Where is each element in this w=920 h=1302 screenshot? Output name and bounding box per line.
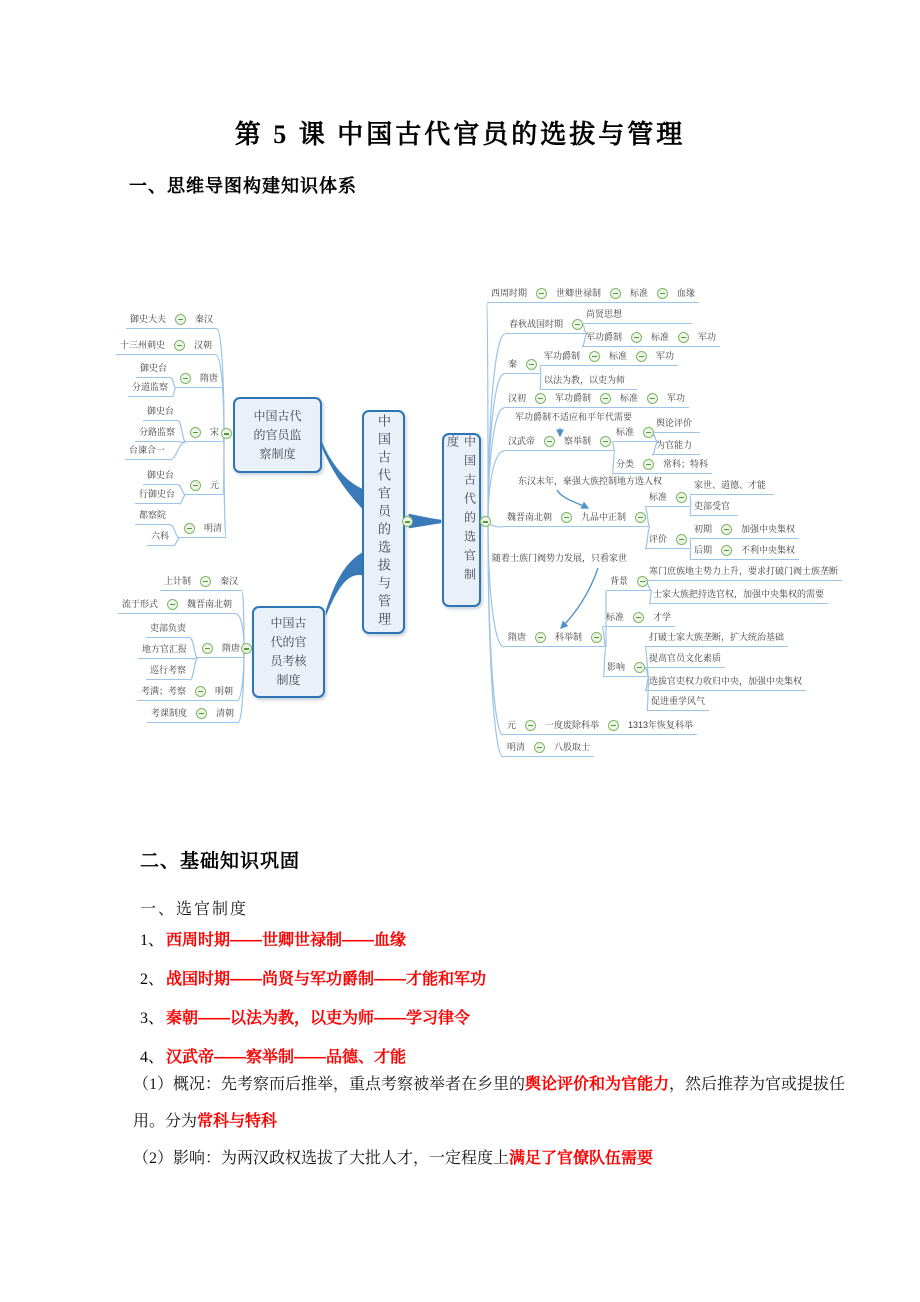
box-label-line: 中国古	[270, 616, 307, 630]
mindmap-row-LT4c	[125, 443, 169, 460]
mindmap-label: 汉初	[508, 393, 527, 403]
branch-wedge-supervision	[320, 438, 362, 508]
mindmap-row-LT3	[176, 371, 222, 388]
mindmap-row-R6b1	[690, 522, 799, 539]
box-selection	[442, 433, 481, 607]
mindmap-label: 八股取士	[554, 742, 591, 752]
mindmap-row-R6n	[514, 474, 666, 490]
mindmap-label: 隋唐	[200, 373, 219, 383]
paragraph	[133, 1140, 849, 1177]
mindmap-label: 上计制	[164, 576, 192, 586]
paragraph	[133, 1066, 849, 1140]
mindmap-label: 促进重学风气	[651, 696, 706, 706]
collapse-minus-icon	[721, 545, 732, 556]
mindmap-label: 军功	[698, 332, 717, 342]
connector-line	[178, 485, 186, 495]
collapse-minus-icon	[535, 393, 546, 404]
mindmap-label: 标准	[620, 393, 639, 403]
mindmap-label: 明朝	[215, 686, 234, 696]
mindmap-label: 明清	[507, 742, 526, 752]
mindmap-label: 魏晋南北朝	[187, 599, 233, 609]
collapse-minus-icon	[190, 480, 201, 491]
mindmap-label: 流于形式	[122, 599, 159, 609]
mindmap-row-R2b	[582, 330, 720, 347]
flow-arrow	[561, 568, 598, 628]
mindmap-row-R9	[503, 740, 594, 757]
mindmap-label: 明清	[204, 523, 223, 533]
box-label-line: 制度	[276, 673, 301, 687]
mindmap-label: 不利中央集权	[741, 545, 796, 555]
collapse-minus-icon	[241, 643, 252, 654]
box-assessment	[252, 606, 325, 698]
mindmap-row-R1	[487, 286, 699, 303]
mindmap-label: 影响	[607, 662, 626, 672]
collapse-minus-icon	[561, 512, 572, 523]
mindmap-label: 世卿世禄制	[556, 288, 602, 298]
connector-line	[169, 442, 186, 460]
mindmap-row-R7c3	[645, 674, 806, 691]
mindmap-label: 标准	[606, 612, 625, 622]
mindmap-label: 元	[507, 720, 517, 730]
mindmap-label: 士家大族把持选官权，加强中央集权的需要	[653, 589, 825, 599]
mindmap-label: 军功	[656, 351, 675, 361]
collapse-minus-icon	[180, 373, 191, 384]
mindmap-row-LB3c	[146, 663, 190, 680]
mindmap-label: 舆论评价	[656, 418, 693, 428]
mindmap-label: 以法为教，以吏为师	[544, 375, 626, 385]
mindmap-row-R5n	[511, 410, 636, 426]
mindmap-label: 标准	[609, 351, 628, 361]
connector-line	[179, 495, 186, 504]
mindmap-label: 军功爵制	[555, 393, 592, 403]
mindmap-row-LT4	[186, 425, 223, 442]
mindmap-label: 元	[210, 480, 220, 490]
connector-line	[190, 658, 198, 680]
line-number: 2、	[140, 971, 165, 988]
collapse-minus-icon	[635, 512, 646, 523]
collapse-minus-icon	[634, 662, 645, 673]
mindmap-row-R7c	[603, 660, 649, 677]
connector-line	[178, 421, 186, 442]
mindmap-row-LB5	[147, 706, 238, 723]
mindmap-label: 考满；考察	[141, 686, 187, 696]
collapse-minus-icon	[636, 351, 647, 362]
collapse-minus-icon	[721, 524, 732, 535]
mindmap-row-R7n	[488, 551, 631, 567]
highlighted-text: 西周时期——世卿世禄制——血缘	[166, 932, 407, 949]
highlighted-text: 满足了官僚队伍需要	[509, 1150, 654, 1167]
mindmap-label: 隋唐	[508, 632, 527, 642]
connector-line	[488, 374, 504, 522]
mindmap-label: 分类	[616, 459, 635, 469]
mindmap-label: 标准	[649, 492, 668, 502]
mindmap-label: 台谏合一	[129, 445, 166, 455]
collapse-minus-icon	[167, 599, 178, 610]
mindmap-label: 选拔官吏权力收归中央，加强中央集权	[649, 676, 803, 686]
key-point-line	[140, 997, 486, 1036]
line-number: 4、	[140, 1049, 165, 1066]
mindmap-label: 标准	[616, 427, 635, 437]
highlighted-text: 常科与特科	[197, 1113, 278, 1130]
mindmap-row-R5b	[612, 457, 712, 474]
mindmap-row-R2a	[582, 307, 692, 324]
mindmap-label: 行御史台	[139, 489, 176, 499]
box-label-line: 员考核	[270, 654, 307, 668]
collapse-minus-icon	[676, 492, 687, 503]
mindmap-label: 后期	[694, 545, 713, 555]
mindmap-row-LT6b	[147, 529, 173, 546]
highlighted-text: 秦朝——以法为教，以吏为师——学习律令	[166, 1010, 471, 1027]
collapse-minus-icon	[174, 340, 185, 351]
mindmap-row-LB4	[137, 684, 237, 701]
collapse-minus-icon	[202, 643, 213, 654]
line-number: 3、	[140, 1010, 165, 1027]
box-supervision	[233, 397, 322, 473]
mindmap-row-LT5	[186, 478, 223, 495]
mindmap-row-LT1	[126, 312, 217, 329]
body-text: （2）影响：为两汉政权选拔了大批人才，一定程度上	[133, 1150, 510, 1167]
mindmap-label: 初期	[694, 524, 713, 534]
mindmap-label: 寒门庶族地主势力上升，要求打破门阀士族垄断	[649, 566, 839, 576]
mindmap-row-R7c2	[645, 651, 725, 668]
mindmap-label: 十三州刺史	[120, 340, 166, 350]
mindmap-label: 加强中央集权	[741, 524, 796, 534]
branch-wedge-assessment	[326, 553, 362, 615]
mindmap-label: 宋	[210, 427, 220, 437]
mindmap-label: 地方官汇报	[142, 644, 188, 654]
collapse-minus-icon	[534, 742, 545, 753]
mindmap-label: 都察院	[139, 510, 167, 520]
line-number: 1、	[140, 932, 165, 949]
collapse-minus-icon	[175, 314, 186, 325]
collapse-minus-icon	[525, 720, 536, 731]
collapse-minus-icon	[631, 332, 642, 343]
collapse-minus-icon	[589, 351, 600, 362]
mindmap-label: 1313年恢复科举	[628, 720, 694, 730]
mindmap-row-LT3a	[136, 361, 171, 378]
mindmap-label: 东汉末年，豪强大族控制地方选人权	[518, 476, 663, 486]
collapse-minus-icon	[591, 632, 602, 643]
mindmap-label: 分道监察	[132, 382, 169, 392]
mindmap-row-LT2	[116, 338, 216, 355]
mindmap-label: 九品中正制	[581, 512, 627, 522]
mindmap-label: 一度废除科举	[545, 720, 600, 730]
connector-line	[190, 638, 198, 658]
mindmap-label: 御史台	[147, 406, 175, 416]
collapse-minus-icon	[600, 393, 611, 404]
mindmap-label: 魏晋南北朝	[507, 512, 553, 522]
mindmap-label: 家世、道德、才能	[694, 480, 767, 490]
box-label-line: 中国古代	[253, 408, 302, 423]
mindmap-row-R5	[504, 434, 615, 451]
mindmap-label: 汉武帝	[508, 436, 536, 446]
branch-wedge-selection	[409, 514, 441, 528]
box-root	[362, 410, 405, 634]
key-point-line	[140, 919, 486, 958]
doc-title: 第 5 课 中国古代官员的选拔与管理	[234, 120, 686, 149]
connector-line	[488, 334, 505, 522]
mindmap-row-LB3a	[146, 621, 190, 638]
box-label-line: 察制度	[259, 446, 296, 461]
mindmap-row-R3a	[540, 349, 678, 366]
mindmap-label: 察举制	[564, 436, 592, 446]
mindmap-label: 秦汉	[220, 576, 239, 586]
collapse-minus-icon	[643, 459, 654, 470]
collapse-minus-icon	[544, 436, 555, 447]
collapse-minus-icon	[633, 612, 644, 623]
connector-line	[238, 649, 244, 723]
mindmap-row-LT4b	[135, 425, 179, 442]
mindmap-label: 常科；特科	[663, 459, 709, 469]
mindmap-row-R6	[503, 510, 650, 527]
collapse-minus-icon	[200, 576, 211, 587]
mindmap-row-LB3b	[138, 642, 191, 659]
collapse-minus-icon	[195, 686, 206, 697]
mindmap-label: 巡行考察	[150, 665, 187, 675]
mindmap-row-R6b	[645, 532, 691, 549]
mindmap-row-R5a2	[652, 438, 700, 455]
collapse-minus-icon	[196, 708, 207, 719]
mindmap-label: 清朝	[216, 708, 235, 718]
collapse-minus-icon	[608, 720, 619, 731]
mindmap-row-R7c1	[645, 630, 788, 647]
connector-line	[172, 388, 176, 397]
mindmap-label: 吏部受官	[694, 501, 731, 511]
box-label: 中国古代官员的选拔与管理	[376, 414, 391, 630]
mindmap-label: 军功爵制	[586, 332, 623, 342]
mindmap-row-LT4a	[143, 404, 178, 421]
mindmap-label: 军功爵制	[544, 351, 581, 361]
mindmap-label: 随着士族门阀势力发展，只看家世	[492, 553, 628, 563]
mindmap-label: 御史台	[140, 363, 168, 373]
mindmap-row-R7c4	[647, 694, 709, 711]
mindmap-row-LT6	[180, 521, 226, 538]
collapse-minus-icon	[676, 534, 687, 545]
mindmap-row-R2	[505, 317, 587, 334]
collapse-minus-icon	[678, 332, 689, 343]
collapse-minus-icon	[535, 632, 546, 643]
key-points-list	[140, 919, 486, 1075]
mindmap-label: 为官能力	[656, 440, 693, 450]
mindmap-label: 军功爵制不适应和平年代需要	[515, 412, 633, 422]
connector-line	[173, 538, 180, 546]
mindmap-row-R4	[504, 391, 689, 408]
collapse-minus-icon	[600, 436, 611, 447]
section2-heading: 二、基础知识巩固	[140, 851, 301, 872]
mindmap-row-R3b	[540, 373, 637, 390]
collapse-minus-icon	[647, 393, 658, 404]
collapse-minus-icon	[536, 288, 547, 299]
mindmap-label: 尚贤思想	[586, 309, 623, 319]
mindmap-row-LT5a	[143, 468, 178, 485]
mindmap-label: 科举制	[555, 632, 583, 642]
mindmap-row-R5a1	[652, 416, 700, 433]
collapse-minus-icon	[526, 359, 537, 370]
mindmap-label: 提高官员文化素质	[649, 653, 722, 663]
mindmap-label: 军功	[667, 393, 686, 403]
mindmap-row-R6a2	[690, 499, 738, 516]
detail-paragraphs	[133, 1066, 849, 1177]
mindmap-row-R7b	[602, 610, 675, 627]
highlighted-text: 舆论评价和为官能力	[525, 1076, 670, 1093]
mindmap-label: 血缘	[677, 288, 696, 298]
body-text: ，然后推荐为官或提拔任用。分为	[133, 1076, 846, 1130]
mindmap-label: 考课制度	[151, 708, 188, 718]
mindmap-row-R3	[504, 357, 541, 374]
highlighted-text: 战国时期——尚贤与军功爵制——才能和军功	[166, 971, 487, 988]
mindmap-label: 御史台	[147, 470, 175, 480]
collapse-minus-icon	[184, 523, 195, 534]
box-label: 中国古代的选官制度	[445, 435, 477, 587]
mindmap-label: 背景	[610, 576, 629, 586]
flow-arrow	[557, 490, 588, 508]
collapse-minus-icon	[190, 427, 201, 438]
mindmap-label: 六科	[151, 531, 170, 541]
key-point-line	[140, 958, 486, 997]
highlighted-text: 汉武帝——察举制——品德、才能	[166, 1049, 407, 1066]
mindmap-label: 秦汉	[195, 314, 214, 324]
mindmap-label: 秦	[508, 359, 518, 369]
box-label-line: 代的官	[270, 635, 307, 649]
mindmap-label: 西周时期	[491, 288, 528, 298]
mindmap-label: 标准	[651, 332, 670, 342]
mindmap-row-R6a	[645, 490, 691, 507]
mindmap-row-LT5b	[135, 487, 179, 504]
mindmap-label: 吏部负责	[150, 623, 187, 633]
box-label-line: 的官员监	[253, 427, 302, 442]
collapse-minus-icon	[480, 516, 491, 527]
collapse-minus-icon	[221, 428, 232, 439]
mindmap-label: 春秋战国时期	[509, 319, 564, 329]
mindmap-row-R7a1	[645, 564, 842, 581]
collapse-minus-icon	[657, 288, 668, 299]
mindmap-label: 隋唐	[222, 643, 241, 653]
mindmap-row-R7	[504, 630, 606, 647]
body-text: （1）概况：先考察而后推举，重点考察被举者在乡里的	[133, 1076, 526, 1093]
mindmap-label: 标准	[630, 288, 649, 298]
section1-heading: 一、思维导图构建知识体系	[129, 176, 357, 196]
mindmap-label: 评价	[649, 534, 668, 544]
mindmap-row-LT3b	[128, 380, 172, 397]
mindmap-label: 汉朝	[194, 340, 213, 350]
mindmap-label: 打破士家大族垄断，扩大统治基础	[649, 632, 785, 642]
mindmap-row-LT6a	[135, 508, 170, 525]
mindmap-label: 才学	[653, 612, 672, 622]
mindmap-row-R6a1	[690, 478, 774, 495]
mindmap-row-R6b2	[690, 543, 799, 560]
subsection-heading: 一、选官制度	[140, 901, 249, 918]
mindmap-row-LB3	[198, 641, 244, 658]
collapse-minus-icon	[402, 516, 413, 527]
mindmap-row-R7a2	[649, 587, 828, 604]
mindmap-row-LB2	[118, 597, 236, 614]
mindmap-row-R8	[503, 718, 697, 735]
mindmap-row-LB1	[160, 574, 242, 591]
mindmap-label: 分路监察	[139, 427, 176, 437]
mindmap-label: 御史大夫	[130, 314, 167, 324]
collapse-minus-icon	[610, 288, 621, 299]
